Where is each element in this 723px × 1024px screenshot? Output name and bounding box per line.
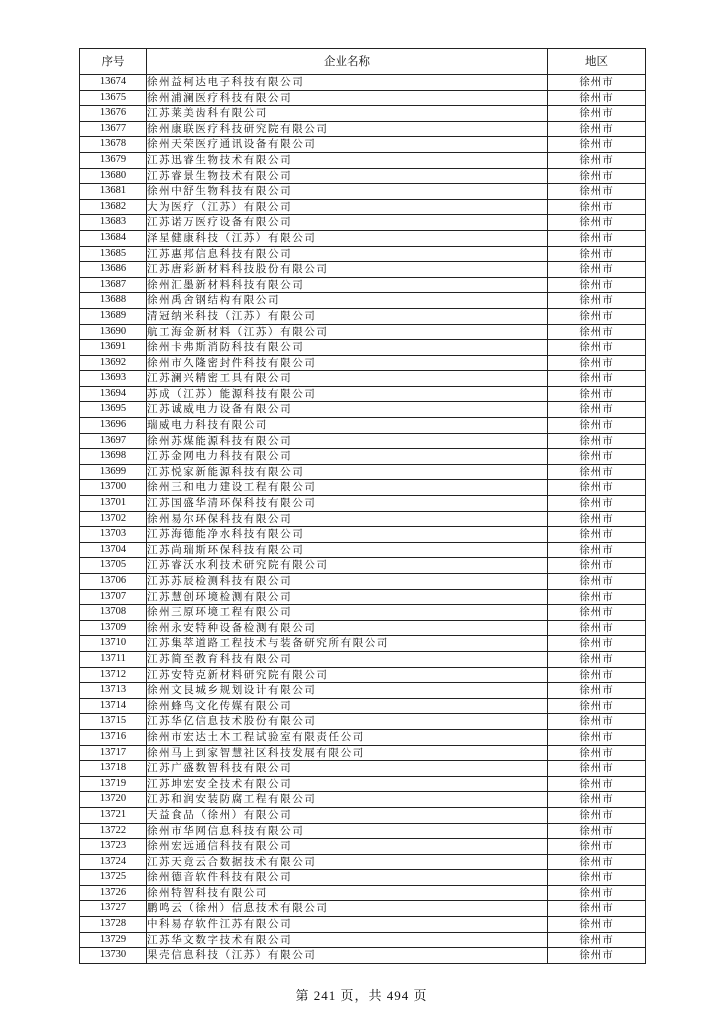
region-cell: 徐州市 xyxy=(548,885,646,901)
serial-number-cell: 13677 xyxy=(80,121,147,137)
company-name-cell: 江苏广盛数智科技有限公司 xyxy=(147,761,548,777)
table-row xyxy=(80,885,646,901)
company-name-cell: 江苏澜兴精密工具有限公司 xyxy=(147,371,548,387)
company-name-cell: 江苏悦家新能源科技有限公司 xyxy=(147,464,548,480)
region-cell: 徐州市 xyxy=(548,605,646,621)
table-row xyxy=(80,714,646,730)
region-cell: 徐州市 xyxy=(548,714,646,730)
region-cell: 徐州市 xyxy=(548,854,646,870)
region-cell: 徐州市 xyxy=(548,636,646,652)
company-name-cell: 江苏慧创环境检测有限公司 xyxy=(147,589,548,605)
table-row xyxy=(80,433,646,449)
company-name-cell: 徐州马上到家智慧社区科技发展有限公司 xyxy=(147,745,548,761)
region-cell: 徐州市 xyxy=(548,496,646,512)
company-name-cell: 徐州天荣医疗通讯设备有限公司 xyxy=(147,137,548,153)
table-row xyxy=(80,651,646,667)
company-name-cell: 徐州永安特种设备检测有限公司 xyxy=(147,620,548,636)
serial-number-cell: 13710 xyxy=(80,636,147,652)
region-cell: 徐州市 xyxy=(548,620,646,636)
region-cell: 徐州市 xyxy=(548,402,646,418)
table-row xyxy=(80,948,646,964)
serial-number-cell: 13727 xyxy=(80,901,147,917)
company-name-cell: 江苏华亿信息技术股份有限公司 xyxy=(147,714,548,730)
table-row xyxy=(80,542,646,558)
region-cell: 徐州市 xyxy=(548,667,646,683)
company-name-cell: 徐州易尔环保科技有限公司 xyxy=(147,511,548,527)
serial-number-cell: 13680 xyxy=(80,168,147,184)
region-cell: 徐州市 xyxy=(548,917,646,933)
table-row xyxy=(80,729,646,745)
serial-number-cell: 13692 xyxy=(80,355,147,371)
table-row xyxy=(80,527,646,543)
table-header xyxy=(80,49,646,75)
table-row xyxy=(80,496,646,512)
region-cell: 徐州市 xyxy=(548,589,646,605)
serial-number-cell: 13700 xyxy=(80,480,147,496)
company-name-cell: 徐州禹舍钢结构有限公司 xyxy=(147,293,548,309)
table-row xyxy=(80,215,646,231)
region-cell: 徐州市 xyxy=(548,418,646,434)
company-name-cell: 江苏唐彩新材料科技股份有限公司 xyxy=(147,262,548,278)
company-name-cell: 徐州宏远通信科技有限公司 xyxy=(147,839,548,855)
region-cell: 徐州市 xyxy=(548,807,646,823)
table-row xyxy=(80,574,646,590)
company-name-cell: 徐州市宏达土木工程试验室有限责任公司 xyxy=(147,729,548,745)
serial-number-cell: 13684 xyxy=(80,230,147,246)
serial-number-cell: 13714 xyxy=(80,698,147,714)
table-row xyxy=(80,90,646,106)
serial-number-cell: 13679 xyxy=(80,152,147,168)
serial-number-cell: 13687 xyxy=(80,277,147,293)
table-row xyxy=(80,340,646,356)
region-cell: 徐州市 xyxy=(548,776,646,792)
table-row xyxy=(80,246,646,262)
table-row xyxy=(80,324,646,340)
serial-number-cell: 13721 xyxy=(80,807,147,823)
serial-number-cell: 13730 xyxy=(80,948,147,964)
serial-number-cell: 13728 xyxy=(80,917,147,933)
table-row xyxy=(80,75,646,91)
region-cell: 徐州市 xyxy=(548,246,646,262)
region-cell: 徐州市 xyxy=(548,948,646,964)
table-body xyxy=(80,75,646,964)
company-name-cell: 江苏莱美齿科有限公司 xyxy=(147,106,548,122)
serial-number-cell: 13707 xyxy=(80,589,147,605)
company-name-cell: 徐州市华网信息科技有限公司 xyxy=(147,823,548,839)
table-row xyxy=(80,558,646,574)
page-footer: 第 241 页，共 494 页 xyxy=(295,988,428,1003)
region-cell: 徐州市 xyxy=(548,137,646,153)
table-row xyxy=(80,230,646,246)
table-row xyxy=(80,480,646,496)
table-row xyxy=(80,745,646,761)
header-company-name: 企业名称 xyxy=(147,49,548,75)
region-cell: 徐州市 xyxy=(548,215,646,231)
table-row xyxy=(80,184,646,200)
region-cell: 徐州市 xyxy=(548,121,646,137)
region-cell: 徐州市 xyxy=(548,823,646,839)
company-name-cell: 江苏睿沃水利技术研究院有限公司 xyxy=(147,558,548,574)
header-row xyxy=(80,49,646,75)
company-name-cell: 江苏安特克新材料研究院有限公司 xyxy=(147,667,548,683)
table-row xyxy=(80,932,646,948)
table-row xyxy=(80,168,646,184)
table-row xyxy=(80,761,646,777)
company-name-cell: 江苏和润安装防腐工程有限公司 xyxy=(147,792,548,808)
region-cell: 徐州市 xyxy=(548,433,646,449)
company-name-cell: 江苏苏辰检测科技有限公司 xyxy=(147,574,548,590)
table-row xyxy=(80,870,646,886)
serial-number-cell: 13729 xyxy=(80,932,147,948)
region-cell: 徐州市 xyxy=(548,932,646,948)
company-name-cell: 苏成（江苏）能源科技有限公司 xyxy=(147,386,548,402)
table-row xyxy=(80,355,646,371)
company-name-cell: 江苏海德能净水科技有限公司 xyxy=(147,527,548,543)
serial-number-cell: 13701 xyxy=(80,496,147,512)
table-row xyxy=(80,293,646,309)
region-cell: 徐州市 xyxy=(548,371,646,387)
region-cell: 徐州市 xyxy=(548,761,646,777)
serial-number-cell: 13717 xyxy=(80,745,147,761)
serial-number-cell: 13722 xyxy=(80,823,147,839)
region-cell: 徐州市 xyxy=(548,527,646,543)
table-row xyxy=(80,402,646,418)
table-row xyxy=(80,605,646,621)
serial-number-cell: 13678 xyxy=(80,137,147,153)
table-row xyxy=(80,823,646,839)
region-cell: 徐州市 xyxy=(548,106,646,122)
serial-number-cell: 13694 xyxy=(80,386,147,402)
serial-number-cell: 13702 xyxy=(80,511,147,527)
table-row xyxy=(80,418,646,434)
company-name-cell: 徐州文艮城乡规划设计有限公司 xyxy=(147,683,548,699)
company-name-cell: 徐州汇墨新材料科技有限公司 xyxy=(147,277,548,293)
serial-number-cell: 13709 xyxy=(80,620,147,636)
company-name-cell: 徐州蜂鸟文化传媒有限公司 xyxy=(147,698,548,714)
region-cell: 徐州市 xyxy=(548,324,646,340)
company-name-cell: 江苏诺万医疗设备有限公司 xyxy=(147,215,548,231)
company-name-cell: 天益食品（徐州）有限公司 xyxy=(147,807,548,823)
region-cell: 徐州市 xyxy=(548,683,646,699)
table-row xyxy=(80,106,646,122)
region-cell: 徐州市 xyxy=(548,152,646,168)
serial-number-cell: 13720 xyxy=(80,792,147,808)
table-row xyxy=(80,121,646,137)
serial-number-cell: 13705 xyxy=(80,558,147,574)
serial-number-cell: 13690 xyxy=(80,324,147,340)
region-cell: 徐州市 xyxy=(548,698,646,714)
region-cell: 徐州市 xyxy=(548,745,646,761)
serial-number-cell: 13693 xyxy=(80,371,147,387)
header-region: 地区 xyxy=(548,49,646,75)
company-name-cell: 果壳信息科技（江苏）有限公司 xyxy=(147,948,548,964)
region-cell: 徐州市 xyxy=(548,75,646,91)
table-row xyxy=(80,620,646,636)
company-name-cell: 徐州特智科技有限公司 xyxy=(147,885,548,901)
company-name-cell: 徐州三和电力建设工程有限公司 xyxy=(147,480,548,496)
serial-number-cell: 13712 xyxy=(80,667,147,683)
table-row xyxy=(80,262,646,278)
region-cell: 徐州市 xyxy=(548,574,646,590)
region-cell: 徐州市 xyxy=(548,277,646,293)
table-row xyxy=(80,917,646,933)
table-row xyxy=(80,371,646,387)
company-name-cell: 江苏华文数字技术有限公司 xyxy=(147,932,548,948)
company-name-cell: 瑞威电力科技有限公司 xyxy=(147,418,548,434)
company-name-cell: 江苏简至教育科技有限公司 xyxy=(147,651,548,667)
serial-number-cell: 13698 xyxy=(80,449,147,465)
company-name-cell: 徐州卡弗斯消防科技有限公司 xyxy=(147,340,548,356)
serial-number-cell: 13716 xyxy=(80,729,147,745)
serial-number-cell: 13682 xyxy=(80,199,147,215)
region-cell: 徐州市 xyxy=(548,480,646,496)
region-cell: 徐州市 xyxy=(548,464,646,480)
company-name-cell: 江苏国盛华清环保科技有限公司 xyxy=(147,496,548,512)
table-row xyxy=(80,683,646,699)
serial-number-cell: 13691 xyxy=(80,340,147,356)
serial-number-cell: 13695 xyxy=(80,402,147,418)
serial-number-cell: 13696 xyxy=(80,418,147,434)
region-cell: 徐州市 xyxy=(548,386,646,402)
serial-number-cell: 13689 xyxy=(80,308,147,324)
table-row xyxy=(80,199,646,215)
company-name-cell: 中科易存软件江苏有限公司 xyxy=(147,917,548,933)
table-row xyxy=(80,308,646,324)
table-row xyxy=(80,152,646,168)
region-cell: 徐州市 xyxy=(548,870,646,886)
region-cell: 徐州市 xyxy=(548,293,646,309)
table-row xyxy=(80,792,646,808)
region-cell: 徐州市 xyxy=(548,340,646,356)
serial-number-cell: 13703 xyxy=(80,527,147,543)
serial-number-cell: 13676 xyxy=(80,106,147,122)
company-name-cell: 徐州三原环境工程有限公司 xyxy=(147,605,548,621)
region-cell: 徐州市 xyxy=(548,839,646,855)
region-cell: 徐州市 xyxy=(548,792,646,808)
region-cell: 徐州市 xyxy=(548,729,646,745)
company-name-cell: 清冠纳米科技（江苏）有限公司 xyxy=(147,308,548,324)
region-cell: 徐州市 xyxy=(548,651,646,667)
table-row xyxy=(80,667,646,683)
serial-number-cell: 13718 xyxy=(80,761,147,777)
company-name-cell: 大为医疗（江苏）有限公司 xyxy=(147,199,548,215)
serial-number-cell: 13713 xyxy=(80,683,147,699)
company-name-cell: 泽星健康科技（江苏）有限公司 xyxy=(147,230,548,246)
table-row xyxy=(80,901,646,917)
company-name-cell: 徐州中舒生物科技有限公司 xyxy=(147,184,548,200)
serial-number-cell: 13711 xyxy=(80,651,147,667)
serial-number-cell: 13697 xyxy=(80,433,147,449)
serial-number-cell: 13704 xyxy=(80,542,147,558)
serial-number-cell: 13686 xyxy=(80,262,147,278)
table-row xyxy=(80,636,646,652)
region-cell: 徐州市 xyxy=(548,199,646,215)
region-cell: 徐州市 xyxy=(548,90,646,106)
company-name-cell: 江苏天竟云合数据技术有限公司 xyxy=(147,854,548,870)
region-cell: 徐州市 xyxy=(548,308,646,324)
serial-number-cell: 13708 xyxy=(80,605,147,621)
company-name-cell: 航工海金新材料（江苏）有限公司 xyxy=(147,324,548,340)
company-name-cell: 徐州市久隆密封件科技有限公司 xyxy=(147,355,548,371)
enterprise-table xyxy=(79,48,646,964)
table-row xyxy=(80,277,646,293)
region-cell: 徐州市 xyxy=(548,262,646,278)
serial-number-cell: 13683 xyxy=(80,215,147,231)
table-row xyxy=(80,589,646,605)
table-row xyxy=(80,386,646,402)
region-cell: 徐州市 xyxy=(548,511,646,527)
serial-number-cell: 13715 xyxy=(80,714,147,730)
serial-number-cell: 13681 xyxy=(80,184,147,200)
table-row xyxy=(80,137,646,153)
company-name-cell: 江苏坤宏安全技术有限公司 xyxy=(147,776,548,792)
company-name-cell: 徐州苏煤能源科技有限公司 xyxy=(147,433,548,449)
region-cell: 徐州市 xyxy=(548,184,646,200)
company-name-cell: 江苏诚威电力设备有限公司 xyxy=(147,402,548,418)
company-name-cell: 江苏集萃道路工程技术与装备研究所有限公司 xyxy=(147,636,548,652)
serial-number-cell: 13674 xyxy=(80,75,147,91)
region-cell: 徐州市 xyxy=(548,230,646,246)
region-cell: 徐州市 xyxy=(548,449,646,465)
region-cell: 徐州市 xyxy=(548,355,646,371)
serial-number-cell: 13719 xyxy=(80,776,147,792)
company-name-cell: 徐州浦澜医疗科技有限公司 xyxy=(147,90,548,106)
company-name-cell: 江苏惠邦信息科技有限公司 xyxy=(147,246,548,262)
region-cell: 徐州市 xyxy=(548,558,646,574)
serial-number-cell: 13688 xyxy=(80,293,147,309)
company-name-cell: 徐州德音软件科技有限公司 xyxy=(147,870,548,886)
table-row xyxy=(80,776,646,792)
company-name-cell: 江苏金网电力科技有限公司 xyxy=(147,449,548,465)
company-name-cell: 鹏鸣云（徐州）信息技术有限公司 xyxy=(147,901,548,917)
serial-number-cell: 13685 xyxy=(80,246,147,262)
table-row xyxy=(80,839,646,855)
serial-number-cell: 13724 xyxy=(80,854,147,870)
serial-number-cell: 13723 xyxy=(80,839,147,855)
company-name-cell: 徐州益柯达电子科技有限公司 xyxy=(147,75,548,91)
company-name-cell: 江苏迅睿生物技术有限公司 xyxy=(147,152,548,168)
header-serial: 序号 xyxy=(80,49,147,75)
table-row xyxy=(80,807,646,823)
table-row xyxy=(80,854,646,870)
serial-number-cell: 13726 xyxy=(80,885,147,901)
region-cell: 徐州市 xyxy=(548,168,646,184)
serial-number-cell: 13725 xyxy=(80,870,147,886)
table-row xyxy=(80,698,646,714)
table-row xyxy=(80,511,646,527)
table-row xyxy=(80,464,646,480)
serial-number-cell: 13675 xyxy=(80,90,147,106)
table-row xyxy=(80,449,646,465)
region-cell: 徐州市 xyxy=(548,901,646,917)
region-cell: 徐州市 xyxy=(548,542,646,558)
serial-number-cell: 13706 xyxy=(80,574,147,590)
company-name-cell: 江苏尚瑞斯环保科技有限公司 xyxy=(147,542,548,558)
company-name-cell: 江苏睿景生物技术有限公司 xyxy=(147,168,548,184)
serial-number-cell: 13699 xyxy=(80,464,147,480)
company-name-cell: 徐州康联医疗科技研究院有限公司 xyxy=(147,121,548,137)
